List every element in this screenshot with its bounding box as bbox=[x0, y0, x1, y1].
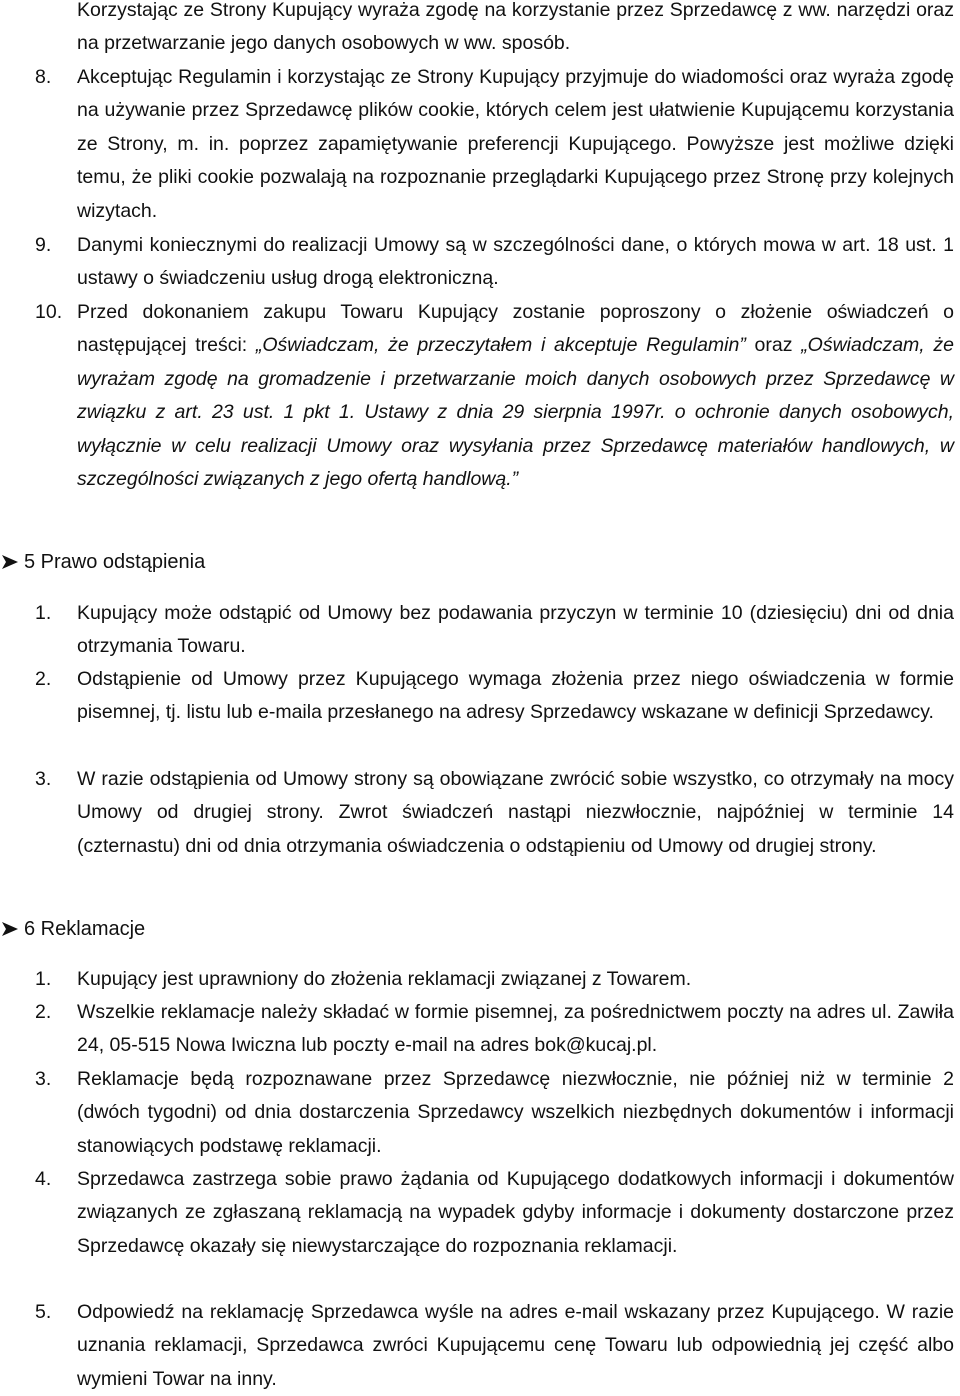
item-number: 3. bbox=[35, 1068, 52, 1090]
paragraph-text: Korzystając ze Strony Kupujący wyraża zgodę na korzystanie przez Sprzedawcę z ww. narzędzi oraz na przetwarzanie jego danych osobowych w ww. sposób. bbox=[77, 0, 954, 55]
item-text: Kupujący może odstąpić od Umowy bez podawania przyczyn w terminie 10 (dziesięciu) dni od dnia otrzymania Towaru. bbox=[77, 602, 954, 658]
item-text: Sprzedawca zastrzega sobie prawo żądania od Kupującego dodatkowych informacji i dokumentów związanych ze zgłaszaną reklamacją na wypadek gdyby informacje i dokumenty dostarczone przez Sprzedawcę okazały się niewystarczające do rozpoznania reklamacji. bbox=[77, 1168, 954, 1257]
item-text: Wszelkie reklamacje należy składać w formie pisemnej, za pośrednictwem poczty na adres ul. Zawiła 24, 05-515 Nowa Iwiczna lub poczty e-mail na adres bok@kucaj.pl. bbox=[77, 1001, 954, 1057]
arrow-bullet-icon bbox=[0, 919, 20, 939]
section-heading bbox=[0, 547, 205, 577]
item-text-part: oraz bbox=[745, 334, 802, 357]
item-text: W razie odstąpienia od Umowy strony są obowiązane zwrócić sobie wszystko, co otrzymały na mocy Umowy od drugiej strony. Zwrot świadczeń nastąpi niezwłocznie, najpóźniej w terminie 14 (czternastu) dni od dnia otrzymania oświadczenia o odstąpieniu od Umowy od drugiej strony. bbox=[77, 768, 954, 857]
consent-quote: „Oświadczam, że przeczytałem i akceptuje Regulamin” bbox=[255, 334, 746, 357]
item-text-part: Przed dokonaniem zakupu Towaru Kupujący zostanie poproszony o złożenie oświadczeń o następującej treści: bbox=[77, 301, 954, 357]
item-number: 1. bbox=[35, 968, 52, 990]
item-number: 2. bbox=[35, 1001, 52, 1023]
section-title: 5 Prawo odstąpienia bbox=[24, 551, 206, 573]
item-text: Reklamacje będą rozpoznawane przez Sprzedawcę niezwłocznie, nie później niż w terminie 2 (dwóch tygodni) od dnia dostarczenia Sprzedawcy wszelkich niezbędnych dokumentów i informacji stanowiących podstawę reklamacji. bbox=[77, 1068, 954, 1157]
section-heading bbox=[0, 914, 145, 944]
item-text: Kupujący jest uprawniony do złożenia reklamacji związanej z Towarem. bbox=[77, 968, 692, 990]
item-text: Odstąpienie od Umowy przez Kupującego wymaga złożenia przez niego oświadczenia w formie pisemnej, tj. listu lub e-maila przesłanego na adresy Sprzedawcy wskazane w definicji Sprzedawcy. bbox=[77, 668, 954, 724]
item-number: 8. bbox=[35, 66, 52, 88]
item-number: 9. bbox=[35, 234, 52, 256]
item-text: Odpowiedź na reklamację Sprzedawca wyśle na adres e-mail wskazany przez Kupującego. W razie uznania reklamacji, Sprzedawca zwróci Kupującemu cenę Towaru lub odpowiednią jej część albo wymieni Towar na inny. bbox=[77, 1301, 954, 1390]
item-text bbox=[77, 296, 954, 496]
item-text: Akceptując Regulamin i korzystając ze Strony Kupujący przyjmuje do wiadomości oraz wyraża zgodę na używanie przez Sprzedawcę plików cookie, których celem jest ułatwienie Kupującemu korzystania ze Strony, m. in. poprzez zapamiętywanie preferencji Kupującego. Powyższe jest możliwe dzięki temu, że pliki cookie pozwalają na rozpoznanie przeglądarki Kupującego przez Stronę przy kolejnych wizytach. bbox=[77, 66, 954, 222]
consent-quote: „Oświadczam, że wyrażam zgodę na gromadzenie i przetwarzanie moich danych osobowych przez Sprzedawcę w związku z art. 23 ust. 1 pkt 1. Ustawy z dnia 29 sierpnia 1997r. o ochronie danych osobowych, wyłącznie w celu realizacji Umowy oraz wysyłania przez Sprzedawcę materiałów handlowych, w szczególności związanych z jego ofertą handlową.” bbox=[77, 334, 954, 491]
item-number: 5. bbox=[35, 1301, 52, 1323]
item-number: 1. bbox=[35, 602, 52, 624]
arrow-bullet-icon bbox=[0, 552, 20, 572]
section-title: 6 Reklamacje bbox=[24, 918, 146, 940]
item-number: 3. bbox=[35, 768, 52, 790]
item-number: 4. bbox=[35, 1168, 52, 1190]
item-number: 2. bbox=[35, 668, 52, 690]
item-text: Danymi koniecznymi do realizacji Umowy są w szczególności dane, o których mowa w art. 18 ust. 1 ustawy o świadczeniu usług drogą elektroniczną. bbox=[77, 234, 954, 290]
item-number: 10. bbox=[35, 301, 63, 323]
